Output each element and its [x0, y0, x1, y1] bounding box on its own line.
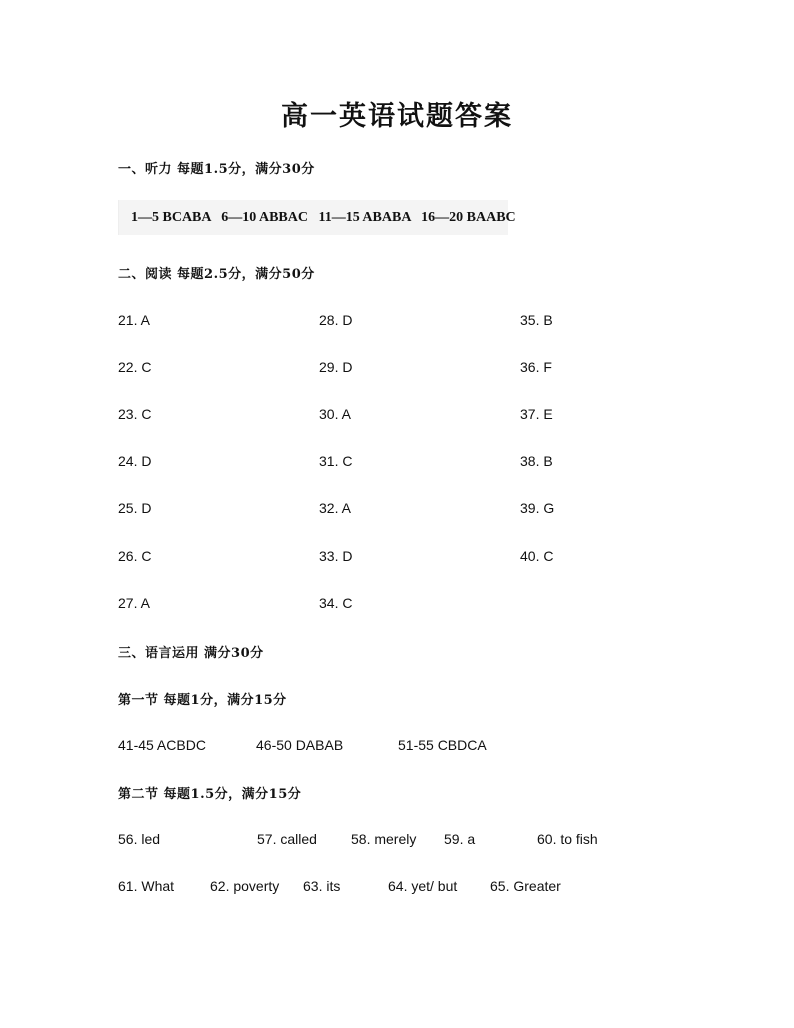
section2-answer: 57. called: [257, 831, 317, 847]
reading-answer: 34. C: [319, 595, 353, 611]
reading-answer: 33. D: [319, 548, 353, 564]
reading-answer: 25. D: [118, 500, 152, 516]
reading-answer: 31. C: [319, 453, 353, 469]
section2-answer: 59. a: [444, 831, 476, 847]
section2-answer: 61. What: [118, 878, 175, 894]
section1-answer: 51-55 CBDCA: [398, 737, 487, 753]
reading-answer: 37. E: [520, 406, 553, 422]
section2-answer: 60. to fish: [537, 831, 598, 847]
reading-answer: 38. B: [520, 453, 553, 469]
listening-heading: 一、听力 每题1.5分，满分30分: [118, 162, 315, 177]
section2-answer: 63. its: [303, 878, 341, 894]
reading-answer: 32. A: [319, 500, 351, 516]
section1-answer: 41-45 ACBDC: [118, 737, 206, 753]
reading-answer: 27. A: [118, 595, 150, 611]
reading-answer: 26. C: [118, 548, 152, 564]
section2-heading: 第二节 每题1.5分，满分15分: [118, 787, 302, 802]
section1-heading: 第一节 每题1分，满分15分: [118, 693, 287, 708]
reading-answer: 28. D: [319, 312, 353, 328]
language-heading: 三、语言运用 满分30分: [118, 646, 264, 661]
reading-answer: 22. C: [118, 359, 152, 375]
reading-answer: 35. B: [520, 312, 553, 328]
section2-answer: 58. merely: [351, 831, 417, 847]
reading-answer: 40. C: [520, 548, 554, 564]
reading-answer: 36. F: [520, 359, 552, 375]
page-title: 高一英语试题答案: [281, 101, 513, 132]
section2-answer: 65. Greater: [490, 878, 561, 894]
reading-answer: 39. G: [520, 500, 555, 516]
reading-answer: 29. D: [319, 359, 353, 375]
listening-answers: 1—5 BCABA 6—10 ABBAC 11—15 ABABA 16—20 BAABC: [118, 200, 508, 235]
section1-answer: 46-50 DABAB: [256, 737, 344, 753]
section2-answer: 64. yet/ but: [388, 878, 458, 894]
reading-answer: 21. A: [118, 312, 150, 328]
reading-answer: 23. C: [118, 406, 152, 422]
section2-answer: 56. led: [118, 831, 161, 847]
section2-answer: 62. poverty: [210, 878, 280, 894]
reading-heading: 二、阅读 每题2.5分，满分50分: [118, 267, 315, 282]
reading-answer: 30. A: [319, 406, 351, 422]
reading-answer: 24. D: [118, 453, 152, 469]
